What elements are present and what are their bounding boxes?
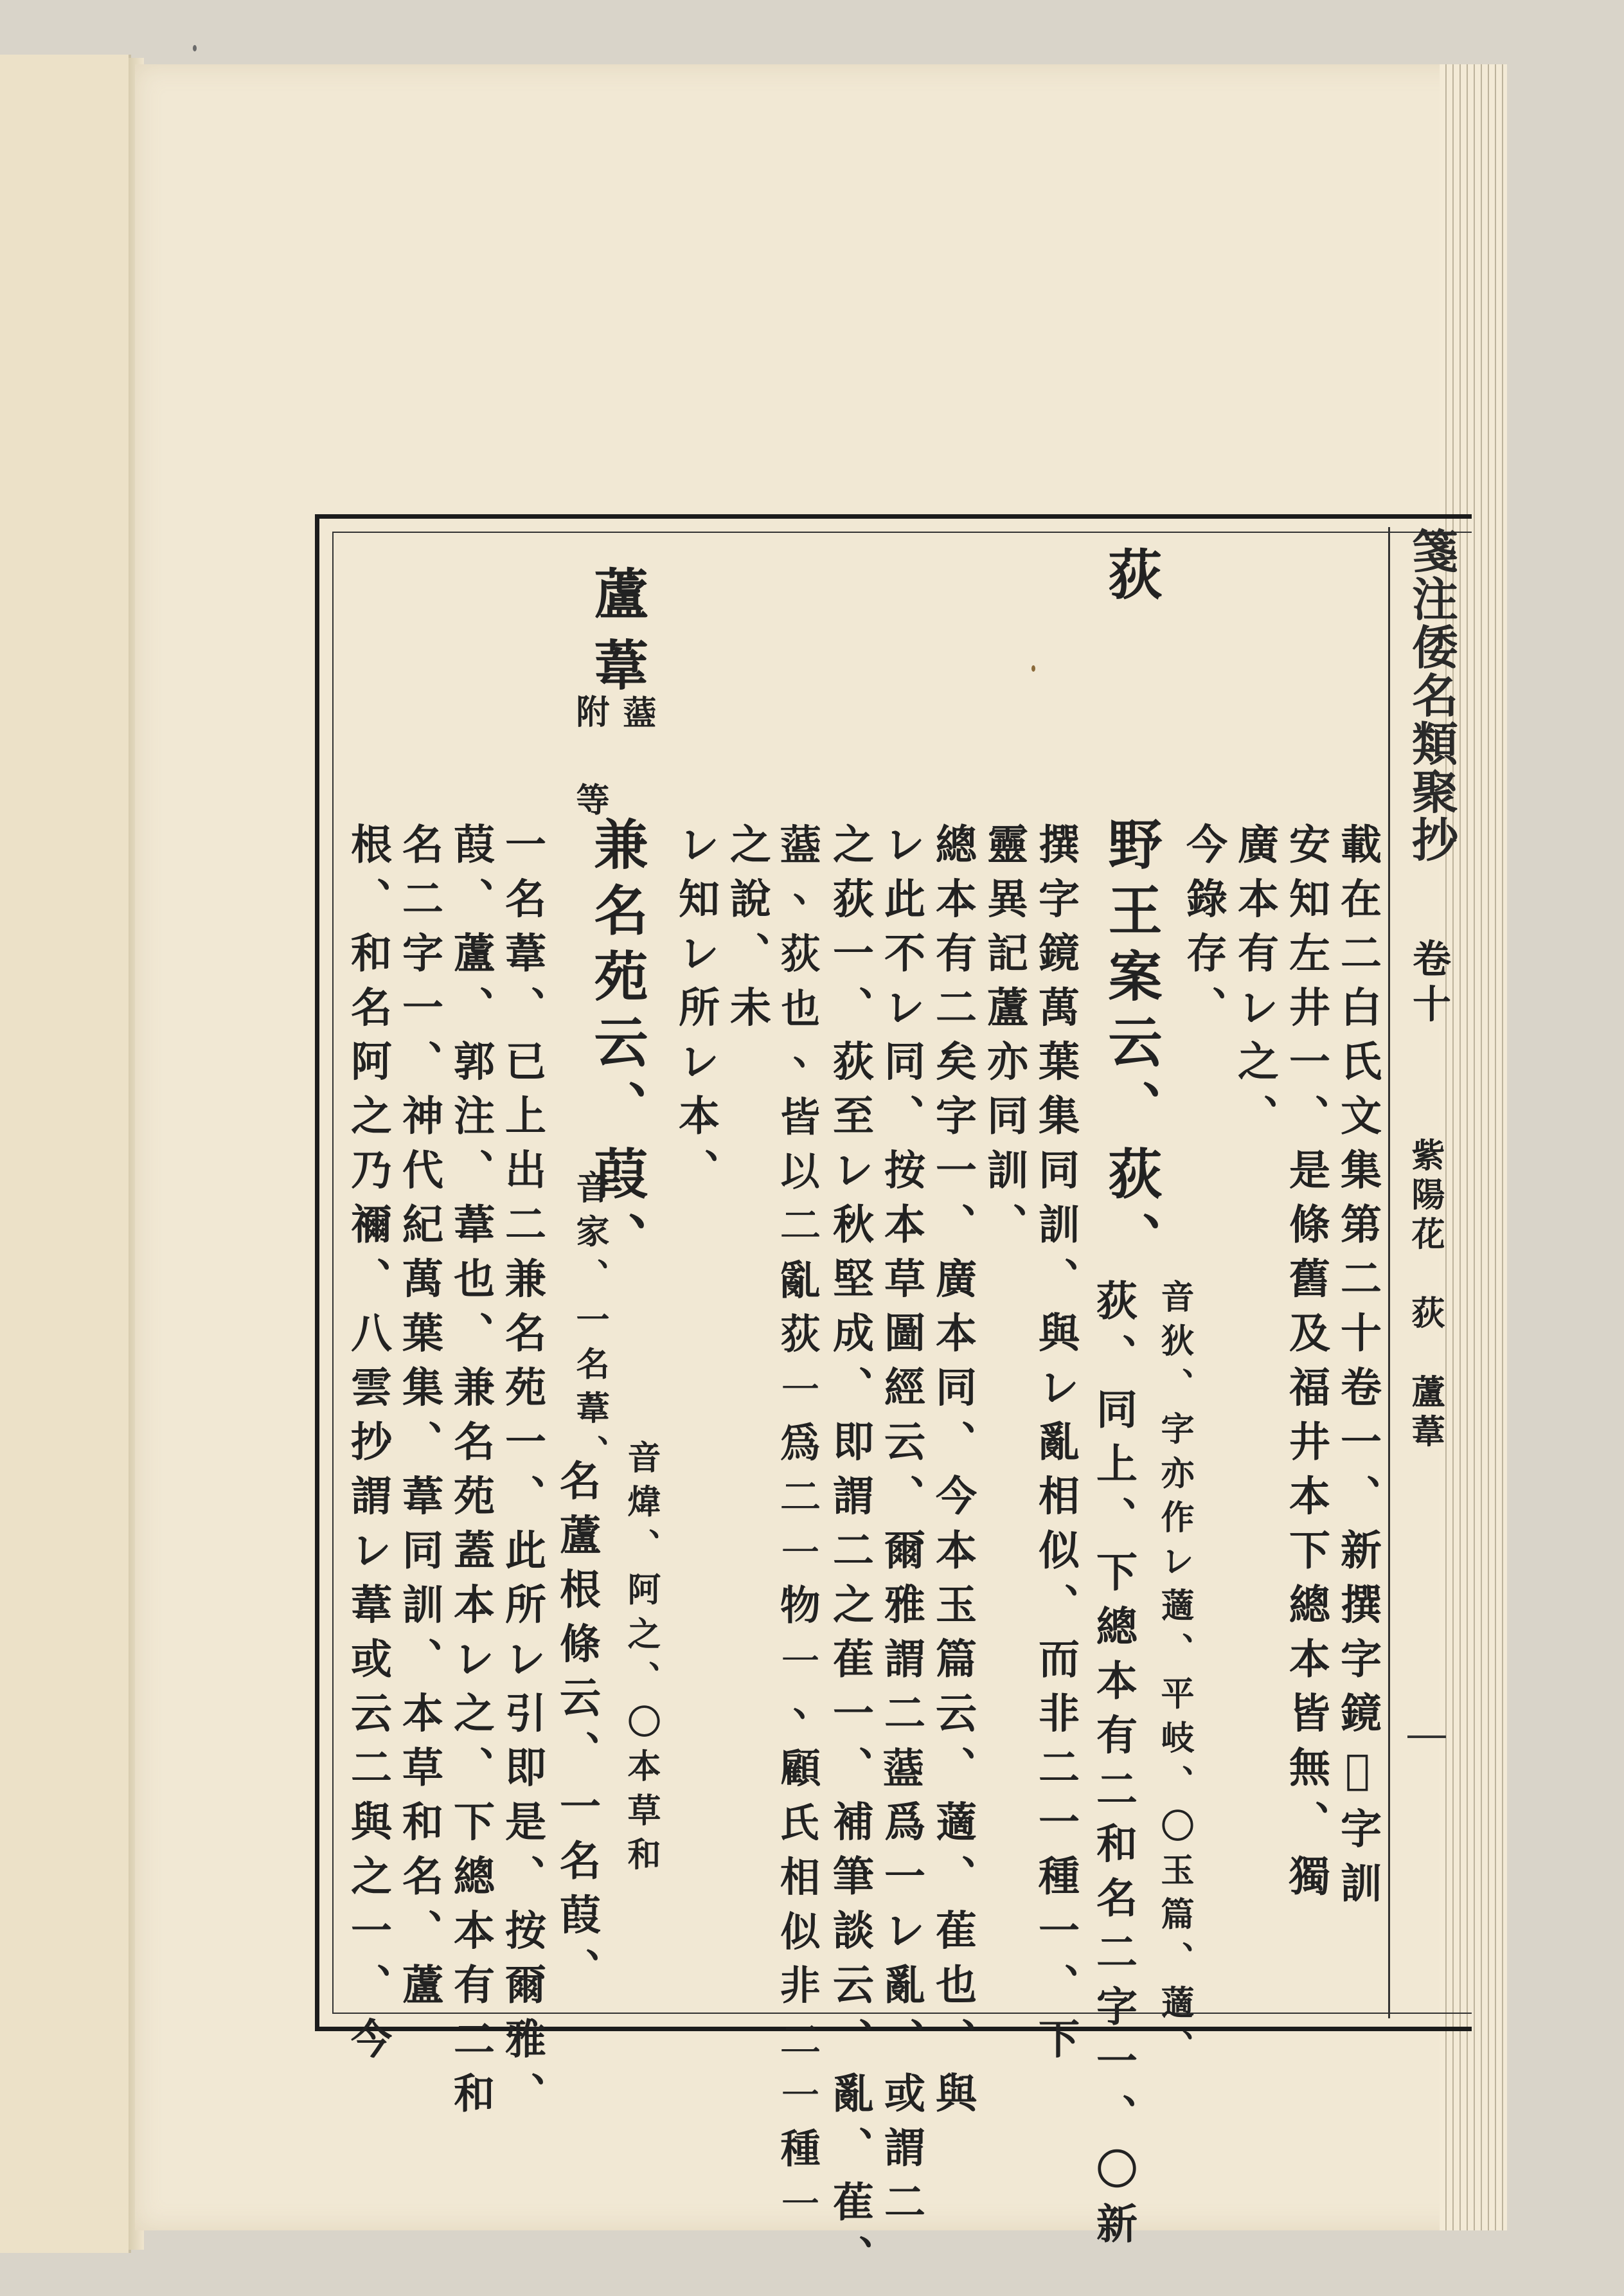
annotation-column: 音煒、阿之、〇本草和	[621, 1440, 661, 1881]
margin-title: 箋注倭名類聚抄	[1404, 527, 1459, 865]
margin-rule	[1388, 527, 1390, 2018]
text-column: 之荻一、荻至レ秋堅成、即謂二之萑一、補筆談云、亂、萑、	[826, 823, 874, 2289]
entry-heading: 荻	[1100, 546, 1163, 618]
text-column: 荻、同上、下總本有二和名二字一、〇新	[1089, 1279, 1138, 2257]
text-column: 之說、未	[723, 823, 771, 1040]
text-column: 廣本有レ之、	[1231, 823, 1279, 1149]
text-column: 靈異記蘆亦同訓、	[980, 823, 1028, 1257]
text-column: 葭、蘆、郭注、葦也、兼名苑蓋本レ之、下總本有二和	[447, 823, 495, 2126]
annotation-column: 音狄、字亦作レ藡、平岐、〇玉篇、藡、	[1155, 1279, 1194, 2074]
text-column: 載在二白氏文集第二十卷一、新撰字鏡𦵔字訓	[1334, 823, 1382, 1916]
text-column: 今錄存、	[1179, 823, 1227, 1040]
text-column: レ此不レ同、按本草圖經云、爾雅謂二𦽘爲一レ亂、或謂二	[877, 823, 925, 2235]
text-column: 根、和名阿之乃禰、八雲抄謂レ葦或云二與之一、今	[344, 823, 392, 2072]
text-column: 安知左井一、是條舊及福井本下總本皆無、獨	[1282, 823, 1330, 1909]
heading-note: 𦽘	[618, 694, 657, 739]
paper-speck	[1031, 665, 1035, 672]
text-column: 𦽘、荻也、皆以二亂荻一爲二一物一、顧氏相似非二一種一	[774, 823, 823, 2235]
text-column: 兼名苑云、葭、	[585, 816, 649, 1278]
text-column: レ知レ所レ本、	[672, 823, 720, 1203]
text-column: 野王案云、荻、	[1100, 816, 1163, 1278]
entry-heading: 蘆葦	[585, 566, 649, 708]
paper-speck	[193, 45, 197, 51]
annotation-column: 音家、一名葦、	[570, 1170, 609, 1479]
margin-sections: 紫陽花 荻 蘆葦	[1405, 1138, 1445, 1453]
text-column: 撰字鏡萬葉集同訓、與レ亂相似、而非二一種一、下	[1031, 823, 1080, 2072]
facing-page	[0, 55, 131, 2253]
text-column: 一名葦、已上出二兼名苑一、此所レ引即是、按爾雅、	[498, 823, 546, 2126]
text-column: 總本有二矣字一、廣本同、今本玉篇云、藡、萑也、與	[929, 823, 977, 2126]
text-column: 名蘆根條云、一名葭、	[553, 1459, 601, 2002]
text-column: 名二字一、神代紀萬葉集、葦同訓、本草和名、蘆	[395, 823, 443, 2018]
margin-volume: 卷十	[1406, 938, 1451, 1030]
heading-note: 附 等	[570, 694, 609, 827]
margin-mark	[1407, 1735, 1446, 1738]
